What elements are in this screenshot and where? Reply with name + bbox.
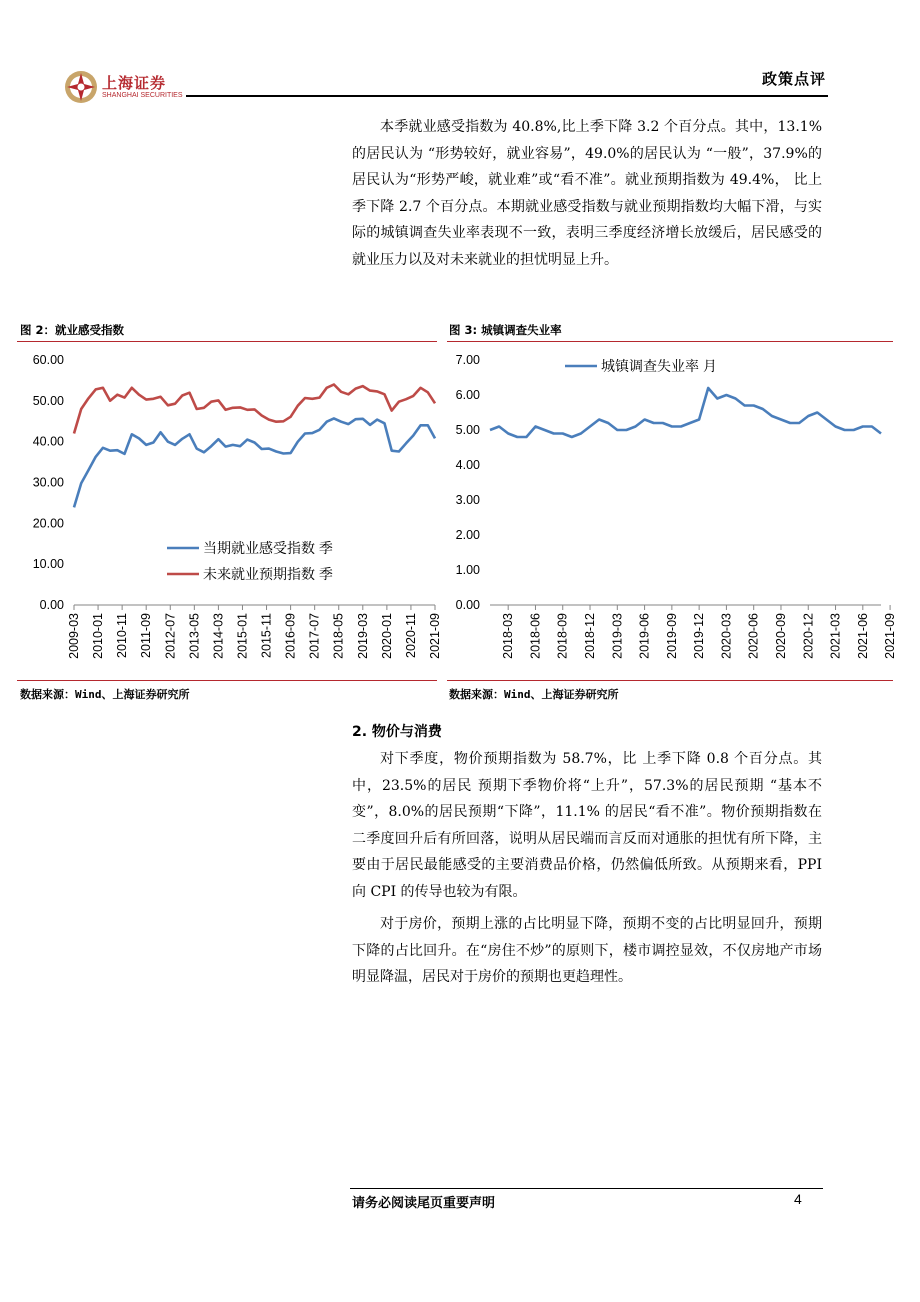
x-tick-label: 2014-03 — [211, 613, 226, 659]
y-tick-label: 0.00 — [39, 598, 64, 612]
figure-3-title: 图 3: 城镇调查失业率 — [449, 323, 562, 337]
x-tick-label: 2019-12 — [692, 613, 707, 659]
figure-2-bottom-rule — [17, 680, 437, 681]
x-tick-label: 2020-06 — [746, 613, 761, 659]
figure-3-top-rule — [447, 341, 893, 342]
x-tick-label: 2018-06 — [528, 613, 543, 659]
header-rule — [186, 95, 828, 97]
x-tick-label: 2009-03 — [67, 613, 81, 659]
series-line-2 — [74, 385, 435, 434]
y-tick-label: 40.00 — [32, 434, 64, 449]
x-tick-label: 2020-11 — [403, 613, 418, 658]
x-tick-label: 2019-03 — [355, 613, 370, 659]
section-tag: 政策点评 — [761, 70, 826, 88]
y-tick-label: 10.00 — [32, 557, 64, 572]
figure-2-title: 图 2：就业感受指数 — [20, 323, 125, 337]
figure-3-source: 数据来源：Wind、上海证券研究所 — [449, 688, 619, 701]
x-tick-label: 2012-07 — [163, 613, 178, 659]
y-tick-label: 1.00 — [455, 563, 480, 577]
footer-disclaimer: 请务必阅读尾页重要声明 — [352, 1196, 496, 1211]
paragraph-housing: 对于房价，预期上涨的占比明显下降，预期不变的占比明显回升，预期下降的占比回升。在“房住不炒”的原则下，楼市调控显效，不仅房地产市场明显降温，居民对于房价的预期也更趋理性。 — [352, 916, 822, 985]
x-tick-label: 2020-12 — [801, 613, 816, 659]
series-line-1 — [490, 388, 881, 437]
logo-text-cn: 上海证券 — [102, 74, 167, 92]
legend-label-2: 未来就业预期指数 季 — [203, 566, 333, 582]
x-tick-label: 2011-09 — [139, 613, 154, 658]
footer-rule — [350, 1188, 823, 1189]
paragraph-employment: 本季就业感受指数为 40.8%,比上季下降 3.2 个百分点。其中，13.1%的居民认为 “形势较好，就业容易”，49.0%的居民认为 “一般”，37.9%的居民认为“形势严峻，就业难”或“看不准”。就业预期指数为 49.4%， 比上季下降 2.7 个百分点。本期就业感受指数与就业预期指数均大幅下滑，与实际的城镇调查失业率表现不一致，表明三季度经济增长放缓后，居民感受的就业压力以及对未来就业的担忧明显上升。 — [352, 119, 822, 268]
series-line-1 — [74, 418, 435, 507]
y-tick-label: 4.00 — [455, 458, 480, 472]
y-tick-label: 7.00 — [455, 353, 480, 367]
section-heading-prices: 2. 物价与消费 — [352, 724, 442, 740]
x-tick-label: 2017-07 — [307, 613, 322, 659]
x-tick-label: 2010-11 — [115, 613, 130, 658]
x-tick-label: 2021-09 — [428, 613, 442, 659]
x-tick-label: 2020-09 — [773, 613, 788, 659]
x-tick-label: 2018-12 — [583, 613, 598, 659]
y-tick-label: 0.00 — [455, 598, 480, 612]
y-tick-label: 20.00 — [32, 516, 64, 531]
page-number: 4 — [794, 1191, 802, 1207]
x-tick-label: 2020-03 — [719, 613, 734, 659]
x-tick-label: 2019-09 — [664, 613, 679, 659]
y-tick-label: 6.00 — [455, 388, 480, 402]
logo-emblem-icon — [64, 70, 98, 104]
x-tick-label: 2015-01 — [235, 613, 250, 659]
legend-label-1: 当期就业感受指数 季 — [203, 540, 333, 556]
x-tick-label: 2013-05 — [187, 613, 202, 659]
unemployment-rate-chart — [447, 344, 898, 678]
x-tick-label: 2021-03 — [828, 613, 843, 659]
x-tick-label: 2020-01 — [379, 613, 394, 659]
y-tick-label: 60.00 — [32, 353, 64, 367]
x-tick-label: 2018-05 — [331, 613, 346, 659]
x-tick-label: 2019-03 — [610, 613, 625, 659]
y-tick-label: 2.00 — [455, 528, 480, 542]
y-tick-label: 30.00 — [32, 475, 64, 490]
paragraph-prices: 对下季度，物价预期指数为 58.7%，比 上季下降 0.8 个百分点。其中，23.5%的居民 预期下季物价将“上升”，57.3%的居民预期 “基本不变”，8.0%的居民预期“下降”，11.1% 的居民“看不准”。物价预期指数在二季度回升后有所回落，说明从居民端而言反而对通胀的担忧有所下降，主要由于居民最能感受的主要消费品价格，仍然偏低所致。从预期来看，PPI 向 CPI 的传导也较为有限。 — [352, 751, 822, 900]
employment-index-chart — [17, 344, 442, 678]
legend-label-1: 城镇调查失业率 月 — [601, 358, 717, 374]
y-tick-label: 3.00 — [455, 493, 480, 507]
logo-text-en: SHANGHAI SECURITIES — [102, 92, 183, 99]
y-tick-label: 5.00 — [455, 423, 480, 437]
x-tick-label: 2021-06 — [855, 613, 870, 659]
x-tick-label: 2018-03 — [501, 613, 516, 659]
figure-2-top-rule — [17, 341, 437, 342]
x-tick-label: 2016-09 — [283, 613, 298, 659]
figure-2-source: 数据来源：Wind、上海证券研究所 — [20, 688, 190, 701]
x-tick-label: 2021-09 — [883, 613, 898, 659]
x-tick-label: 2019-06 — [637, 613, 652, 659]
x-tick-label: 2018-09 — [555, 613, 570, 659]
company-logo — [64, 68, 184, 106]
x-tick-label: 2010-01 — [91, 613, 106, 659]
figure-3-bottom-rule — [447, 680, 893, 681]
x-tick-label: 2015-11 — [259, 613, 274, 658]
y-tick-label: 50.00 — [32, 393, 64, 408]
